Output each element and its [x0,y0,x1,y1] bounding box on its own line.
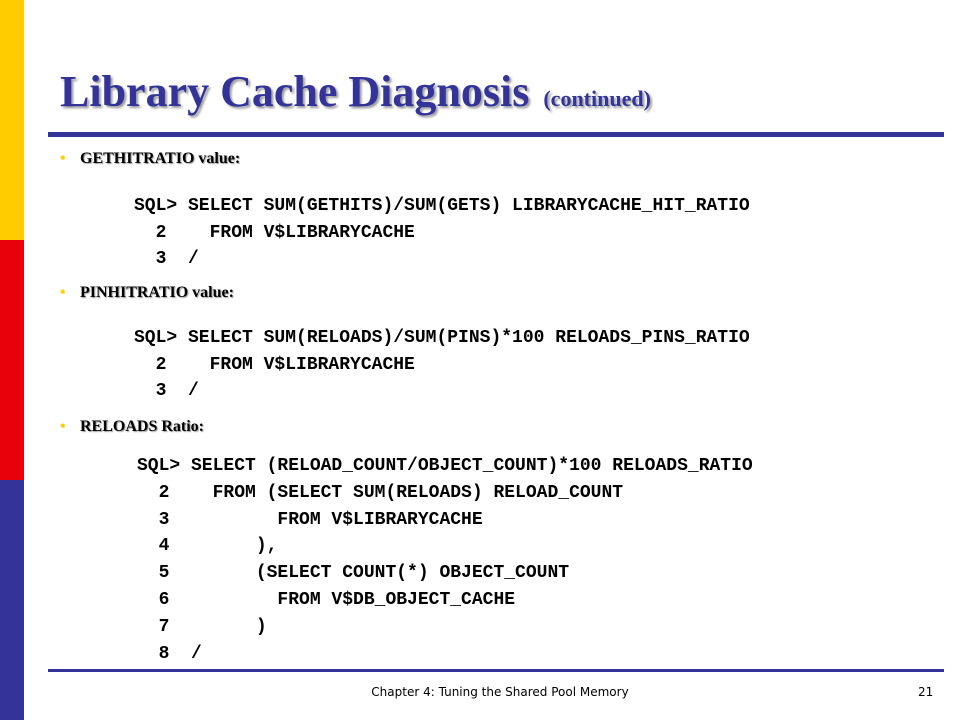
code-line: 3 FROM V$LIBRARYCACHE [137,509,483,530]
code-line: 7 ) [137,616,267,637]
code-line: SQL> SELECT (RELOAD_COUNT/OBJECT_COUNT)*100 RELOADS_RATIO [137,456,753,476]
code-line: 8 / [137,643,202,664]
code-line: 2 FROM (SELECT SUM(RELOADS) RELOAD_COUNT [137,482,624,503]
code-line: 2 FROM V$LIBRARYCACHE [134,354,415,375]
page-number: 21 [918,685,934,699]
bullet-label: RELOADS Ratio: [80,418,205,435]
side-bar-blue [0,480,24,720]
side-bar-red [0,240,24,480]
bullet-reloads-ratio [60,418,204,436]
code-line: 6 FROM V$DB_OBJECT_CACHE [137,589,516,610]
title-underline [48,132,944,137]
bullet-label: GETHITRATIO value: [80,150,241,167]
bullet-label: PINHITRATIO value: [80,284,234,301]
slide-title-suffix: (continued) [543,86,651,111]
bullet-icon: • [60,284,66,301]
code-line: 3 / [134,249,199,269]
bullet-icon: • [60,418,66,435]
code-line: SQL> SELECT SUM(GETHITS)/SUM(GETS) LIBRARYCACHE_HIT_RATIO [134,196,750,216]
code-line: 4 ), [137,536,278,557]
code-line: SQL> SELECT SUM(RELOADS)/SUM(PINS)*100 RELOADS_PINS_RATIO [134,328,750,348]
bullet-gethitratio [60,150,240,168]
bullet-icon: • [60,150,66,167]
side-bar-yellow [0,0,24,240]
bullet-pinhitratio [60,284,234,302]
code-line: 3 / [134,381,199,401]
code-block-reloads-ratio [137,453,753,667]
footer-divider [48,669,944,672]
footer-chapter-title: Chapter 4: Tuning the Shared Pool Memory [371,685,629,699]
slide-title-main: Library Cache Diagnosis [60,67,530,116]
code-block-gethitratio [134,193,750,273]
slide-title [60,66,651,117]
code-block-pinhitratio [134,325,750,405]
code-line: 2 FROM V$LIBRARYCACHE [134,222,415,243]
code-line: 5 (SELECT COUNT(*) OBJECT_COUNT [137,563,570,584]
